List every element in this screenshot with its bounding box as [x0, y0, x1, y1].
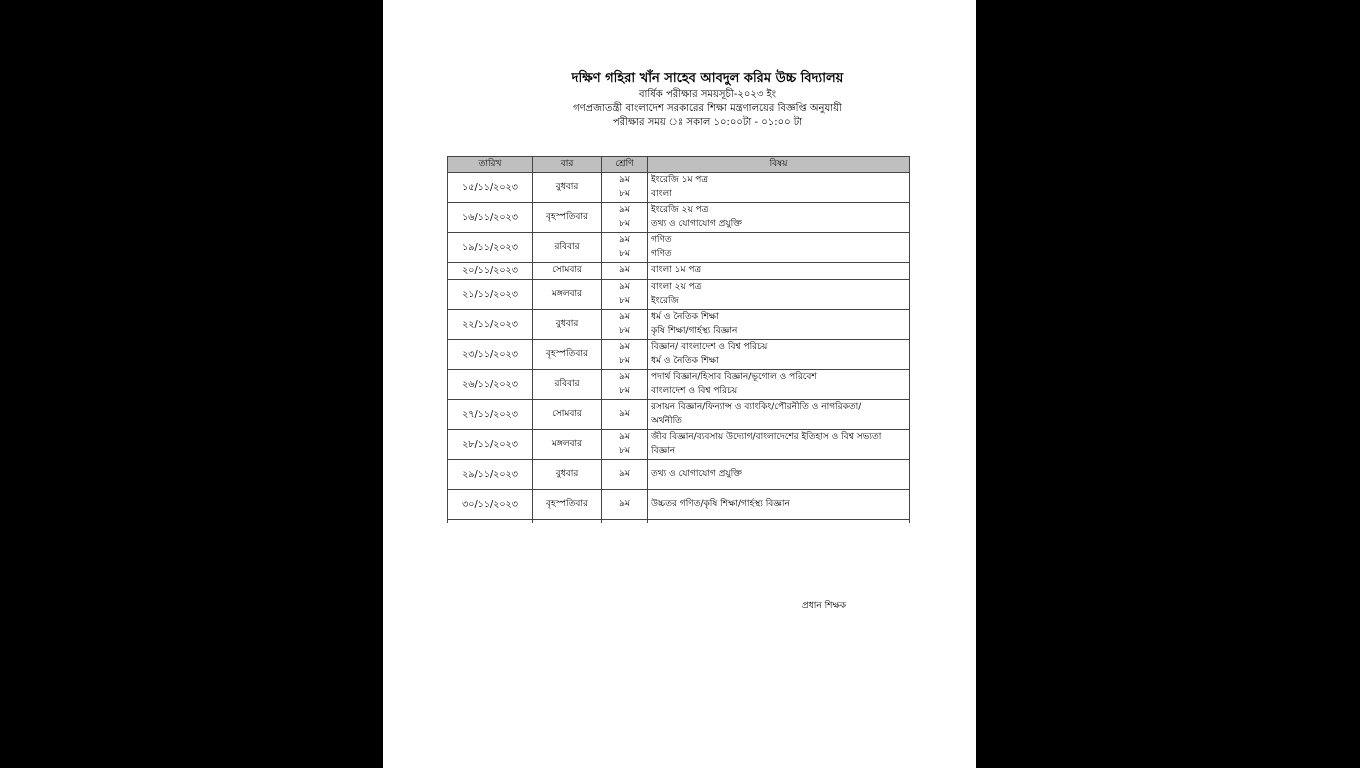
cell-day: বুধবার: [533, 460, 602, 490]
class-label: ৯ম: [619, 312, 630, 322]
cell-date: ২৬/১১/২০২৩: [448, 370, 533, 400]
cell-class: [602, 233, 648, 263]
cell-day: রবিবার: [533, 233, 602, 263]
class-label: ৯ম: [619, 468, 630, 479]
table-header-row: [448, 157, 910, 173]
class-label: ৯ম: [619, 498, 630, 509]
cell-subject: [648, 430, 910, 460]
cell-day: বুধবার: [533, 173, 602, 203]
subject-label: বাংলাদেশ ও বিশ্ব পরিচয়: [651, 385, 738, 396]
class-label: ৯ম: [619, 175, 630, 185]
cell-subject: [648, 370, 910, 400]
class-label: ৯ম: [619, 432, 630, 442]
cell-subject: [648, 310, 910, 340]
subject-label: কৃষি শিক্ষা/গার্হস্থ্য বিজ্ঞান: [651, 325, 738, 336]
cell-day: সোমবার: [533, 400, 602, 430]
subject-label: ইংরেজি: [651, 295, 679, 306]
class-label: ৮ম: [619, 295, 630, 306]
cell-day: বুধবার: [533, 310, 602, 340]
table-row: [448, 430, 910, 460]
class-label: ৯ম: [619, 205, 630, 215]
subject-label: উচ্চতর গণিত/কৃষি শিক্ষা/গার্হস্থ্য বিজ্ঞান: [651, 498, 790, 509]
cell-day: বৃহস্পতিবার: [533, 203, 602, 233]
class-label: ৯ম: [619, 342, 630, 352]
subject-label: জীব বিজ্ঞান/ব্যবসায় উদ্যোগ/বাংলাদেশের ইতিহাস ও বিশ্ব সভ্যতা: [651, 432, 882, 442]
cell-date: ২২/১১/২০২৩: [448, 310, 533, 340]
exam-schedule-table: [447, 156, 910, 523]
cell-date: ১৬/১১/২০২৩: [448, 203, 533, 233]
cell-subject: [648, 460, 910, 490]
cell-class: [602, 340, 648, 370]
cell-subject: [648, 203, 910, 233]
subject-label: বাংলা: [651, 188, 672, 199]
subject-label: বিজ্ঞান/ বাংলাদেশ ও বিশ্ব পরিচয়: [651, 342, 768, 352]
subject-label: ইংরেজি ১ম পত্র: [651, 175, 709, 185]
cell-date: ২৮/১১/২০২৩: [448, 430, 533, 460]
table-row: [448, 280, 910, 310]
subject-label: তথ্য ও যোগাযোগ প্রযুক্তি: [651, 218, 742, 229]
cell-subject: [648, 173, 910, 203]
cell-day: রবিবার: [533, 370, 602, 400]
cell-class: [602, 490, 648, 520]
cell-class: [602, 400, 648, 430]
subject-label: ইংরেজি ২য় পত্র: [651, 205, 709, 215]
class-label: ৮ম: [619, 445, 630, 456]
cell-class: [602, 203, 648, 233]
subject-label: অর্থনীতি: [651, 415, 682, 426]
class-label: ৯ম: [619, 282, 630, 292]
table-row: [448, 370, 910, 400]
empty-cell: [602, 520, 648, 524]
cell-day: সোমবার: [533, 263, 602, 280]
cell-subject: [648, 263, 910, 280]
cell-subject: [648, 233, 910, 263]
class-label: ৯ম: [619, 372, 630, 382]
cell-class: [602, 460, 648, 490]
subject-label: বিজ্ঞান: [651, 445, 676, 456]
authority-note: গণপ্রজাতন্ত্রী বাংলাদেশ সরকারের শিক্ষা মন্ত্রণালয়ের বিজ্ঞপ্তি অনুযায়ী: [573, 103, 842, 114]
col-header-day: বার: [533, 157, 602, 173]
cell-day: বৃহস্পতিবার: [533, 340, 602, 370]
table-row: [448, 310, 910, 340]
cell-date: ১৯/১১/২০২৩: [448, 233, 533, 263]
cell-class: [602, 370, 648, 400]
document-page: [383, 0, 976, 768]
col-header-class: শ্রেণি: [602, 157, 648, 173]
school-name: দক্ষিণ গহিরা খাঁন সাহেব আবদুল করিম উচ্চ বিদ্যালয়: [571, 71, 844, 86]
subject-label: ধর্ম ও নৈতিক শিক্ষা: [651, 355, 719, 366]
class-label: ৮ম: [619, 188, 630, 199]
subject-label: তথ্য ও যোগাযোগ প্রযুক্তি: [651, 468, 742, 479]
exam-time: পরীক্ষার সময় ঃ সকাল ১০:০০টা - ০১:০০ টা: [612, 117, 803, 128]
cell-day: বৃহস্পতিবার: [533, 490, 602, 520]
cell-day: মঙ্গলবার: [533, 430, 602, 460]
cell-class: [602, 310, 648, 340]
subject-label: রসায়ন বিজ্ঞান/ফিন্যান্স ও ব্যাংকিং/পৌরনীতি ও নাগরিকতা/: [651, 402, 862, 412]
empty-cell: [533, 520, 602, 524]
cell-subject: [648, 340, 910, 370]
subject-label: বাংলা ১ম পত্র: [651, 265, 702, 276]
cell-date: ২৭/১১/২০২৩: [448, 400, 533, 430]
cell-date: ২১/১১/২০২৩: [448, 280, 533, 310]
table-row: [448, 490, 910, 520]
cell-subject: [648, 400, 910, 430]
cell-date: ২৯/১১/২০২৩: [448, 460, 533, 490]
table-row: [448, 340, 910, 370]
empty-cell: [648, 520, 910, 524]
class-label: ৯ম: [619, 265, 630, 276]
table-row: [448, 203, 910, 233]
cell-date: ৩০/১১/২০২৩: [448, 490, 533, 520]
class-label: ৮ম: [619, 355, 630, 366]
cell-class: [602, 280, 648, 310]
subject-label: বাংলা ২য় পত্র: [651, 282, 702, 292]
class-label: ৯ম: [619, 235, 630, 245]
subject-label: ধর্ম ও নৈতিক শিক্ষা: [651, 312, 719, 322]
cell-subject: [648, 280, 910, 310]
table-tail-row: [448, 520, 910, 524]
subject-label: গণিত: [651, 235, 672, 245]
col-header-date: তারিখ: [448, 157, 533, 173]
cell-date: ২০/১১/২০২৩: [448, 263, 533, 280]
cell-subject: [648, 490, 910, 520]
subject-label: পদার্থ বিজ্ঞান/হিসাব বিজ্ঞান/ভূগোল ও পরিবেশ: [651, 372, 817, 382]
cell-class: [602, 173, 648, 203]
class-label: ৮ম: [619, 385, 630, 396]
class-label: ৮ম: [619, 218, 630, 229]
subject-label: গণিত: [651, 248, 672, 259]
table-row: [448, 400, 910, 430]
table-body: [448, 173, 910, 524]
table-row: [448, 173, 910, 203]
table-row: [448, 233, 910, 263]
table-row: [448, 460, 910, 490]
empty-cell: [448, 520, 533, 524]
cell-date: ২৩/১১/২০২৩: [448, 340, 533, 370]
cell-class: [602, 430, 648, 460]
document-header: [383, 70, 976, 130]
table-row: [448, 263, 910, 280]
col-header-subject: বিষয়: [648, 157, 910, 173]
cell-class: [602, 263, 648, 280]
class-label: ৯ম: [619, 408, 630, 419]
exam-title: বার্ষিক পরীক্ষার সময়সূচী-২০২৩ ইং: [638, 89, 777, 100]
cell-day: মঙ্গলবার: [533, 280, 602, 310]
cell-date: ১৫/১১/২০২৩: [448, 173, 533, 203]
class-label: ৮ম: [619, 248, 630, 259]
class-label: ৮ম: [619, 325, 630, 336]
signature-label: প্রধান শিক্ষক: [802, 601, 847, 611]
